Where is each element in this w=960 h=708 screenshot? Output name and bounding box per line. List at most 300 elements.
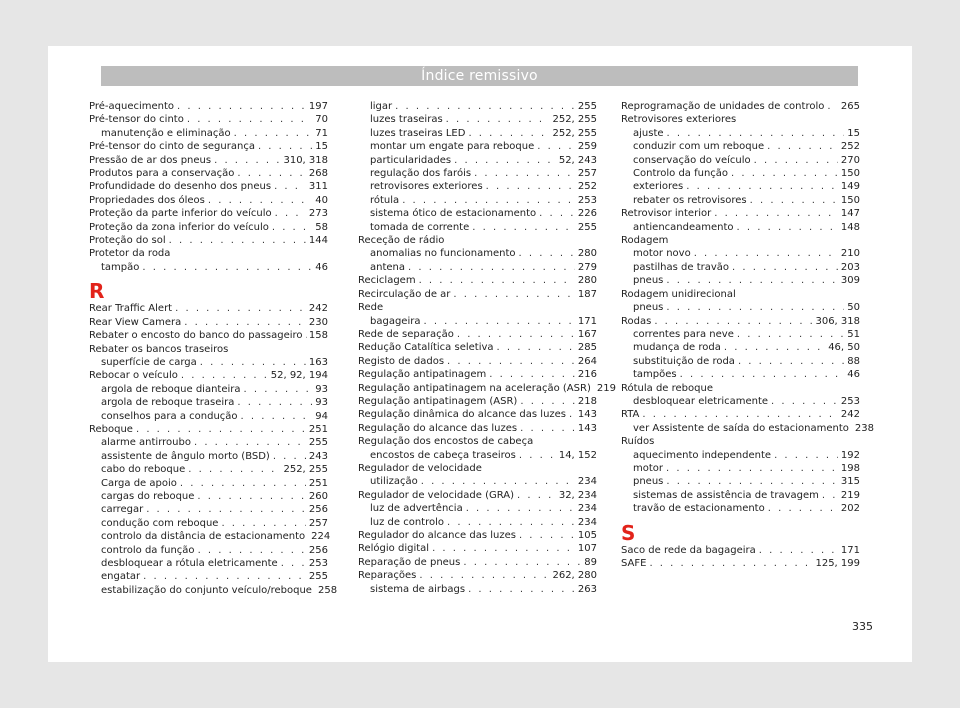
dot-leader (472, 221, 575, 234)
entry-label: correntes para neve (633, 328, 734, 340)
dot-leader (649, 557, 812, 570)
dot-leader (272, 221, 312, 234)
entry-label: sistemas de assistência de travagem (633, 489, 819, 501)
entry-pages: 52, 92, 194 (270, 370, 328, 382)
index-subentry (621, 154, 860, 167)
index-subentry (89, 463, 328, 476)
index-subentry (621, 328, 860, 341)
entry-pages: 40 (315, 194, 328, 206)
index-subentry (358, 516, 597, 529)
entry-pages: 144 (308, 235, 328, 247)
entry-pages: 46 (847, 369, 860, 381)
dot-leader (221, 517, 305, 530)
entry-pages: 273 (308, 208, 328, 220)
entry-pages: 255 (577, 101, 597, 112)
dot-leader (408, 261, 575, 274)
entry-pages: 71 (315, 127, 328, 139)
entry-pages: 252, 255 (283, 464, 328, 476)
dot-leader (519, 449, 556, 462)
entry-pages: 202 (840, 503, 860, 515)
index-subentry (621, 462, 860, 475)
index-subentry (89, 584, 338, 597)
entry-label: controlo da função (101, 544, 195, 556)
entry-pages: 143 (577, 409, 597, 421)
entry-pages: 242 (308, 303, 328, 315)
dot-leader (731, 167, 838, 180)
entry-pages: 310, 318 (283, 154, 328, 166)
index-subentry (621, 395, 860, 408)
entry-label: regulação dos faróis (370, 168, 472, 180)
index-entry (89, 100, 328, 113)
entry-label: Regulação antipatinagem (358, 369, 487, 381)
entry-label: Retrovisor interior (621, 208, 712, 220)
entry-pages: 219 (596, 382, 616, 394)
index-heading: Protetor da roda (89, 248, 171, 260)
entry-pages: 262, 280 (552, 570, 597, 582)
entry-label: utilização (370, 476, 418, 488)
dot-leader (194, 436, 306, 449)
index-subentry (89, 356, 328, 369)
entry-label: Recirculação de ar (358, 288, 451, 300)
entry-label: conduzir com um reboque (633, 141, 765, 153)
index-subentry (358, 475, 597, 488)
entry-pages: 197 (308, 101, 328, 112)
dot-leader (822, 489, 838, 502)
entry-pages: 230 (308, 316, 328, 328)
entry-label: alarme antirroubo (101, 437, 191, 449)
entry-label: pneus (633, 476, 664, 488)
entry-pages: 198 (840, 462, 860, 474)
index-entry (358, 422, 597, 435)
entry-pages: 50 (847, 302, 860, 314)
index-entry (358, 395, 597, 408)
entry-label: Controlo da função (633, 168, 729, 180)
index-heading: Rótula de reboque (621, 382, 713, 394)
entry-label: rótula (370, 194, 400, 206)
dot-leader (143, 570, 306, 583)
index-subentry (358, 140, 597, 153)
dot-leader (666, 462, 838, 475)
index-subentry (89, 544, 328, 557)
index-subentry (621, 368, 860, 381)
entry-pages: 234 (577, 516, 597, 528)
entry-pages: 253 (840, 395, 860, 407)
entry-label: Rebater o encosto do banco do passageiro (89, 330, 303, 342)
entry-label: cabo do reboque (101, 464, 186, 476)
dot-leader (234, 127, 313, 140)
index-entry (358, 368, 597, 381)
index-entry (358, 542, 597, 555)
dot-leader (241, 410, 313, 423)
dot-leader (642, 408, 838, 421)
dot-leader (237, 396, 312, 409)
entry-label: superfície de carga (101, 356, 197, 368)
entry-label: tampões (633, 369, 677, 381)
dot-leader (667, 127, 845, 140)
index-subentry (89, 383, 328, 396)
entry-label: Reprogramação de unidades de controlo (621, 101, 825, 112)
dot-leader (454, 154, 556, 167)
dot-leader (759, 544, 838, 557)
index-entry (358, 569, 597, 582)
entry-label: Reparações (358, 570, 417, 582)
entry-pages: 15 (315, 141, 328, 153)
entry-label: carregar (101, 504, 144, 516)
dot-leader (724, 341, 825, 354)
entry-pages: 147 (840, 208, 860, 220)
index-entry (89, 423, 328, 436)
entry-pages: 234 (577, 476, 597, 488)
entry-label: anomalias no funcionamento (370, 248, 516, 260)
dot-leader (520, 395, 575, 408)
dot-leader (519, 247, 575, 260)
entry-label: argola de reboque dianteira (101, 383, 241, 395)
index-entry (621, 544, 860, 557)
dot-leader (468, 583, 575, 596)
entry-label: Regulação antipatinagem na aceleração (ASR) (358, 382, 591, 394)
entry-pages: 105 (577, 530, 597, 541)
dot-leader (539, 207, 575, 220)
entry-label: antiencandeamento (633, 221, 734, 233)
dot-leader (666, 475, 838, 488)
index-subentry (621, 489, 860, 502)
entry-label: Pré-tensor do cinto (89, 114, 184, 126)
index-subentry (621, 475, 860, 488)
index-entry (89, 221, 328, 234)
index-entry (89, 113, 328, 126)
entry-label: exteriores (633, 181, 684, 193)
index-entry (89, 140, 328, 153)
dot-leader (177, 100, 306, 113)
entry-label: tomada de corrente (370, 221, 470, 233)
dot-leader (136, 423, 306, 436)
index-entry (89, 316, 328, 329)
dot-leader (273, 450, 306, 463)
index-entry (358, 489, 597, 502)
index-subentry (89, 503, 328, 516)
entry-pages: 163 (308, 356, 328, 368)
entry-pages: 94 (315, 410, 328, 422)
entry-label: pastilhas de travão (633, 261, 730, 273)
dot-leader (486, 180, 575, 193)
dot-leader (768, 502, 838, 515)
dot-leader (419, 274, 575, 287)
index-subentry (358, 207, 597, 220)
entry-label: luz de controlo (370, 516, 445, 528)
entry-pages: 93 (315, 383, 328, 395)
entry-pages: 52, 243 (558, 154, 597, 166)
entry-label: ajuste (633, 127, 664, 139)
dot-leader (447, 516, 575, 529)
entry-label: ver Assistente de saída do estacionamento (633, 422, 849, 434)
dot-leader (517, 489, 556, 502)
entry-label: conselhos para a condução (101, 410, 238, 422)
entry-label: SAFE (621, 558, 647, 569)
entry-label: conservação do veículo (633, 154, 751, 166)
entry-pages: 46, 50 (828, 342, 860, 354)
entry-pages: 255 (308, 437, 328, 449)
dot-leader (187, 113, 312, 126)
entry-label: Pré-tensor do cinto de segurança (89, 141, 255, 153)
entry-label: Pré-aquecimento (89, 101, 175, 112)
dot-leader (827, 100, 838, 113)
entry-pages: 14, 152 (558, 449, 597, 461)
entry-label: pneus (633, 275, 664, 287)
index-subentry (358, 261, 597, 274)
section-letter: S (621, 520, 636, 545)
entry-pages: 125, 199 (815, 558, 860, 569)
entry-label: Relógio digital (358, 543, 430, 555)
index-entry (89, 194, 328, 207)
dot-leader (281, 557, 306, 570)
index-entry (358, 529, 597, 542)
index-entry (89, 234, 328, 247)
index-heading: Retrovisores exteriores (621, 114, 737, 126)
dot-leader (457, 328, 575, 341)
entry-label: Rear View Camera (89, 316, 182, 328)
entry-pages: 279 (577, 261, 597, 273)
entry-pages: 15 (847, 127, 860, 139)
entry-label: particularidades (370, 154, 452, 166)
entry-pages: 107 (577, 543, 597, 555)
entry-pages: 306, 318 (815, 315, 860, 327)
index-subentry (621, 301, 860, 314)
dot-leader (520, 422, 575, 435)
entry-label: Redução Catalítica seletiva (358, 342, 494, 354)
entry-label: Proteção da parte inferior do veículo (89, 208, 272, 220)
index-subentry (358, 100, 597, 113)
entry-pages: 257 (577, 168, 597, 180)
entry-label: pneus (633, 302, 664, 314)
index-entry (89, 369, 328, 382)
index-entry (621, 315, 860, 328)
entry-label: estabilização do conjunto veículo/reboque (101, 584, 312, 596)
index-subentry (621, 274, 860, 287)
index-subentry (621, 194, 860, 207)
entry-label: condução com reboque (101, 517, 219, 529)
dot-leader (466, 502, 575, 515)
dot-leader (686, 180, 838, 193)
entry-label: antena (370, 261, 406, 273)
dot-leader (402, 194, 575, 207)
entry-label: Saco de rede da bagageira (621, 544, 756, 556)
index-entry (358, 328, 597, 341)
entry-pages: 238 (854, 422, 875, 434)
index-subentry (621, 127, 860, 140)
entry-pages: 149 (840, 181, 860, 193)
entry-pages: 150 (840, 194, 860, 206)
index-entry (358, 288, 597, 301)
entry-pages: 167 (577, 328, 597, 340)
entry-pages: 280 (577, 248, 597, 260)
index-subentry (89, 261, 328, 274)
section-letter: R (89, 279, 105, 304)
index-subentry (358, 180, 597, 193)
index-heading: Regulador de velocidade (358, 462, 482, 474)
entry-pages: 280 (577, 275, 597, 287)
index-subentry (621, 449, 860, 462)
dot-leader (453, 288, 575, 301)
entry-label: Reciclagem (358, 275, 416, 287)
index-subentry (621, 221, 860, 234)
index-heading: Ruídos (621, 436, 655, 448)
entry-pages: 252 (840, 141, 860, 153)
entry-label: Produtos para a conservação (89, 168, 235, 180)
dot-leader (519, 529, 575, 542)
dot-leader (446, 113, 550, 126)
dot-leader (395, 100, 575, 113)
entry-label: tampão (101, 261, 140, 273)
index-subentry (358, 449, 597, 462)
index-subentry (89, 436, 328, 449)
index-subentry (89, 477, 328, 490)
index-subentry (89, 490, 328, 503)
index-entry (358, 355, 597, 368)
entry-label: encostos de cabeça traseiros (370, 449, 516, 461)
entry-pages: 309 (840, 275, 860, 287)
entry-pages: 259 (577, 141, 597, 153)
entry-pages: 187 (577, 288, 597, 300)
index-entry (89, 207, 328, 220)
index-subentry (621, 180, 860, 193)
dot-leader (474, 167, 575, 180)
dot-leader (767, 140, 838, 153)
dot-leader (237, 167, 306, 180)
index-subentry (89, 450, 328, 463)
index-subentry (621, 247, 860, 260)
entry-pages: 51 (847, 328, 860, 340)
entry-pages: 285 (577, 342, 597, 354)
entry-label: Registo de dados (358, 355, 445, 367)
index-subentry (621, 341, 860, 354)
index-column-2 (358, 100, 616, 596)
entry-label: Rodas (621, 315, 652, 327)
index-heading: Rodagem (621, 235, 669, 247)
index-subentry (621, 140, 860, 153)
entry-pages: 311 (308, 181, 328, 193)
entry-label: cargas do reboque (101, 490, 195, 502)
index-subentry (89, 530, 331, 543)
dot-leader (175, 302, 306, 315)
entry-label: luzes traseiras LED (370, 127, 466, 139)
entry-pages: 32, 234 (558, 489, 597, 501)
entry-label: Regulação dinâmica do alcance das luzes (358, 409, 567, 421)
entry-label: Regulação do alcance das luzes (358, 422, 518, 434)
entry-pages: 255 (308, 571, 328, 583)
entry-pages: 252, 255 (552, 114, 597, 126)
dot-leader (754, 154, 838, 167)
index-entry (89, 302, 328, 315)
dot-leader (497, 341, 575, 354)
entry-pages: 218 (577, 395, 597, 407)
entry-pages: 192 (840, 449, 860, 461)
page-number: 335 (852, 620, 873, 633)
index-subentry (621, 167, 860, 180)
index-subentry (358, 194, 597, 207)
dot-leader (771, 395, 838, 408)
index-subentry (621, 261, 860, 274)
entry-label: argola de reboque traseira (101, 397, 235, 409)
entry-label: bagageira (370, 315, 421, 327)
index-entry (89, 154, 328, 167)
dot-leader (432, 542, 575, 555)
index-subentry (358, 127, 597, 140)
dot-leader (537, 140, 575, 153)
dot-leader (666, 274, 838, 287)
entry-label: desbloquear a rótula eletricamente (101, 558, 278, 569)
entry-pages: 224 (311, 531, 331, 543)
dot-leader (275, 207, 306, 220)
entry-label: Rear Traffic Alert (89, 303, 173, 315)
entry-pages: 252, 255 (552, 127, 597, 139)
entry-pages: 315 (840, 476, 860, 488)
dot-leader (468, 127, 549, 140)
entry-label: Propriedades dos óleos (89, 194, 205, 206)
dot-leader (750, 194, 838, 207)
dot-leader (737, 328, 844, 341)
entry-label: ligar (370, 101, 393, 112)
entry-pages: 270 (840, 154, 860, 166)
entry-pages: 263 (577, 583, 597, 595)
index-entry (621, 207, 860, 220)
dot-leader (569, 408, 575, 421)
entry-label: assistente de ângulo morto (BSD) (101, 450, 270, 462)
entry-pages: 158 (308, 330, 328, 342)
index-subentry (358, 221, 597, 234)
entry-label: retrovisores exteriores (370, 181, 483, 193)
entry-pages: 268 (308, 168, 328, 180)
entry-pages: 256 (308, 504, 328, 516)
index-column-1 (89, 100, 338, 597)
entry-pages: 256 (308, 544, 328, 556)
entry-pages: 216 (577, 369, 597, 381)
entry-label: Regulação antipatinagem (ASR) (358, 395, 518, 407)
entry-label: sistema ótico de estacionamento (370, 208, 537, 220)
dot-leader (737, 221, 838, 234)
index-subentry (358, 502, 597, 515)
entry-label: Rebocar o veículo (89, 370, 178, 382)
index-entry (621, 408, 860, 421)
entry-label: Carga de apoio (101, 477, 177, 489)
dot-leader (198, 544, 306, 557)
entry-label: Profundidade do desenho dos pneus (89, 181, 272, 193)
entry-label: montar um engate para reboque (370, 141, 535, 153)
entry-pages: 210 (840, 248, 860, 260)
index-subentry (89, 410, 328, 423)
index-entry (358, 556, 597, 569)
index-heading: Rebater os bancos traseiros (89, 343, 229, 355)
index-entry (358, 274, 597, 287)
entry-pages: 203 (840, 261, 860, 273)
index-subentry (621, 355, 860, 368)
entry-label: engatar (101, 571, 141, 583)
entry-pages: 148 (840, 221, 860, 233)
entry-pages: 253 (577, 194, 597, 206)
entry-pages: 46 (315, 261, 328, 273)
entry-pages: 258 (317, 584, 338, 596)
entry-label: Reboque (89, 423, 133, 435)
dot-leader (463, 556, 581, 569)
index-heading: Rede (358, 302, 384, 314)
entry-label: Rede de separação (358, 328, 454, 340)
entry-pages: 88 (847, 355, 860, 367)
dot-leader (181, 369, 268, 382)
index-entry (89, 180, 328, 193)
dot-leader (423, 315, 574, 328)
dot-leader (184, 316, 306, 329)
dot-leader (489, 368, 575, 381)
entry-pages: 251 (308, 423, 328, 435)
